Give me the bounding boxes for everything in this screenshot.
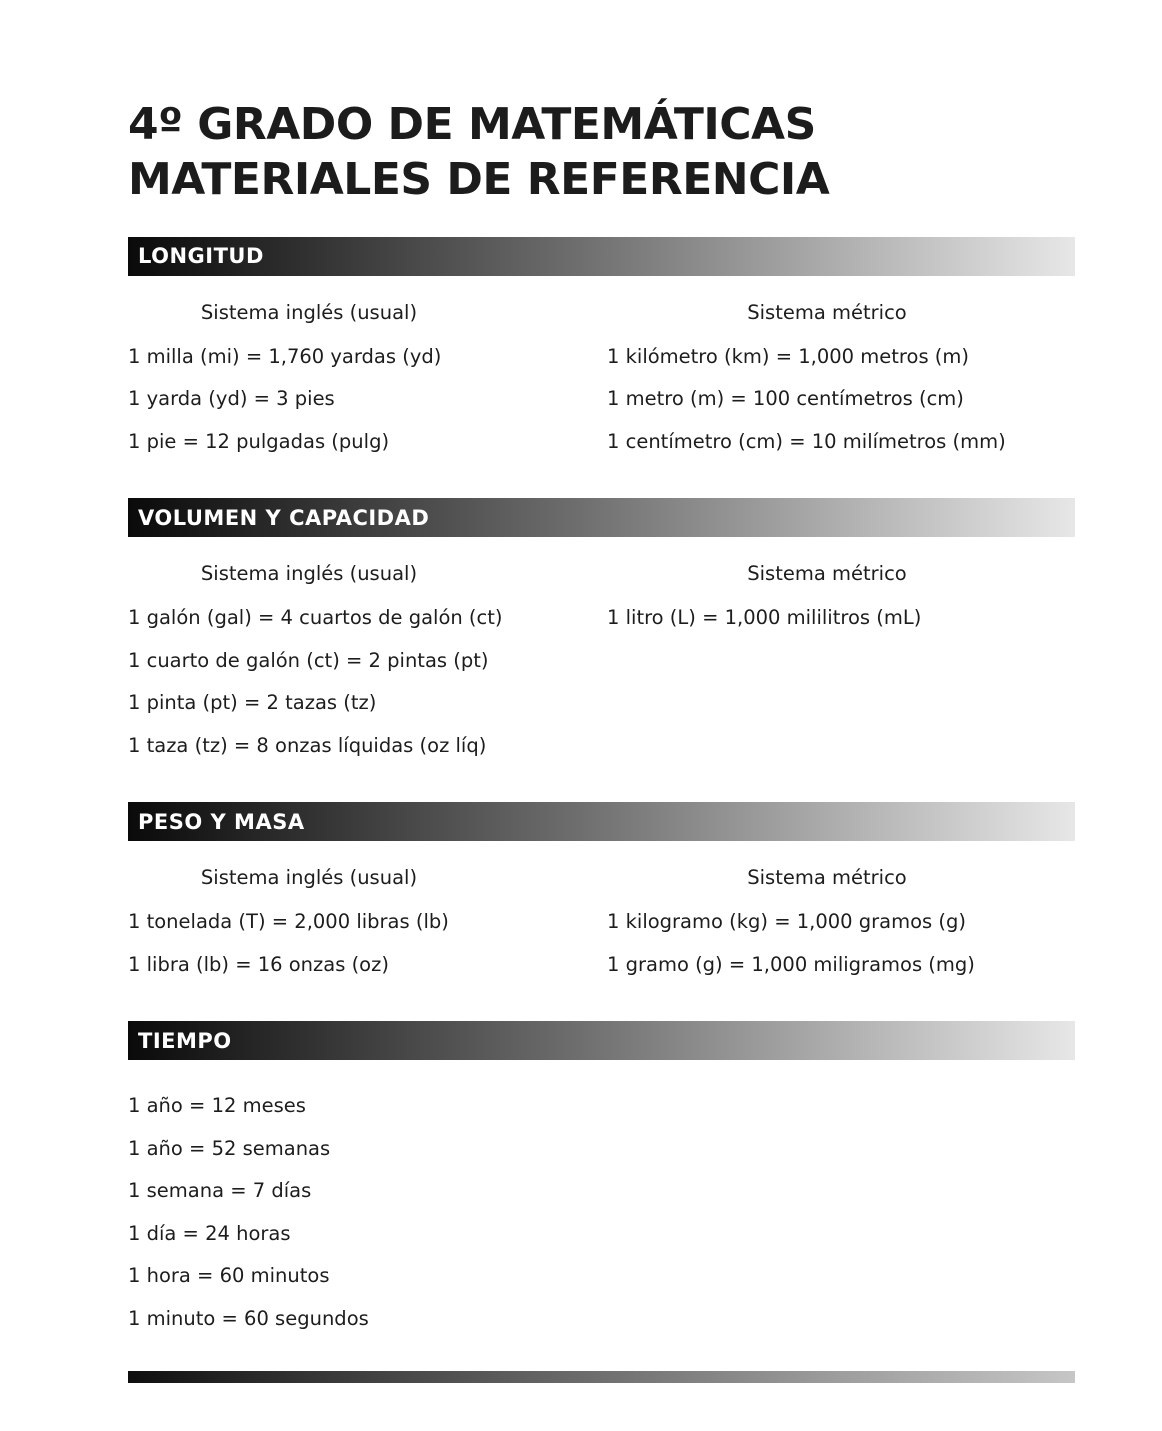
conversion-fact: 1 kilogramo (kg) = 1,000 gramos (g) [607,910,966,934]
conversion-fact: 1 minuto = 60 segundos [128,1306,369,1330]
section-label: VOLUMEN Y CAPACIDAD [138,505,430,530]
page-title-line2: MATERIALES DE REFERENCIA [128,154,830,206]
section-header-bar [128,802,1075,841]
conversion-table [128,344,1075,475]
conversion-fact: 1 día = 24 horas [128,1221,291,1245]
column-header-english: Sistema inglés (usual) [200,562,418,586]
column-header-metric: Sistema métrico [747,300,907,324]
column-headers [128,301,1075,325]
section-label: TIEMPO [138,1028,232,1053]
metric-column [607,912,1075,997]
section-header-bar [128,498,1075,537]
conversion-fact: 1 pinta (pt) = 2 tazas (tz) [128,691,377,715]
conversion-table [128,1096,1075,1351]
conversion-fact: 1 kilómetro (km) = 1,000 metros (m) [607,344,970,368]
conversion-fact: 1 año = 12 meses [128,1094,306,1118]
column-headers [128,866,1075,890]
footer-divider [128,1371,1075,1383]
section-peso-y-masa [128,802,1075,997]
column-header-metric: Sistema métrico [747,562,907,586]
conversion-fact: 1 hora = 60 minutos [128,1264,330,1288]
section-tiempo [128,1021,1075,1351]
section-header-bar [128,237,1075,276]
column-header-metric: Sistema métrico [747,866,907,890]
conversion-fact: 1 milla (mi) = 1,760 yardas (yd) [128,344,442,368]
section-label: PESO Y MASA [138,809,305,834]
page-title [128,97,1075,207]
conversion-fact: 1 yarda (yd) = 3 pies [128,387,335,411]
conversion-fact: 1 libra (lb) = 16 onzas (oz) [128,952,389,976]
column-headers [128,562,1075,586]
column-header-english: Sistema inglés (usual) [200,866,418,890]
conversion-fact: 1 centímetro (cm) = 10 milímetros (mm) [607,429,1006,453]
section-header-bar [128,1021,1075,1060]
english-column [128,344,607,475]
conversion-fact: 1 tonelada (T) = 2,000 libras (lb) [128,910,449,934]
metric-column [607,608,1075,778]
section-longitud [128,237,1075,475]
conversion-fact: 1 gramo (g) = 1,000 miligramos (mg) [607,952,975,976]
english-column [128,608,607,778]
conversion-fact: 1 año = 52 semanas [128,1136,331,1160]
conversion-fact: 1 cuarto de galón (ct) = 2 pintas (pt) [128,648,489,672]
conversion-fact: 1 semana = 7 días [128,1179,312,1203]
section-label: LONGITUD [138,244,264,269]
section-volumen-y-capacidad [128,498,1075,778]
conversion-fact: 1 pie = 12 pulgadas (pulg) [128,429,390,453]
metric-column [607,344,1075,475]
conversion-table [128,912,1075,997]
conversion-fact: 1 galón (gal) = 4 cuartos de galón (ct) [128,606,503,630]
column-header-english: Sistema inglés (usual) [200,300,418,324]
conversion-fact: 1 taza (tz) = 8 onzas líquidas (oz líq) [128,733,487,757]
conversion-fact: 1 metro (m) = 100 centímetros (cm) [607,387,964,411]
time-column [128,1096,1075,1351]
page-title-line1: 4º GRADO DE MATEMÁTICAS [128,99,816,151]
conversion-table [128,608,1075,778]
conversion-fact: 1 litro (L) = 1,000 mililitros (mL) [607,606,922,630]
english-column [128,912,607,997]
